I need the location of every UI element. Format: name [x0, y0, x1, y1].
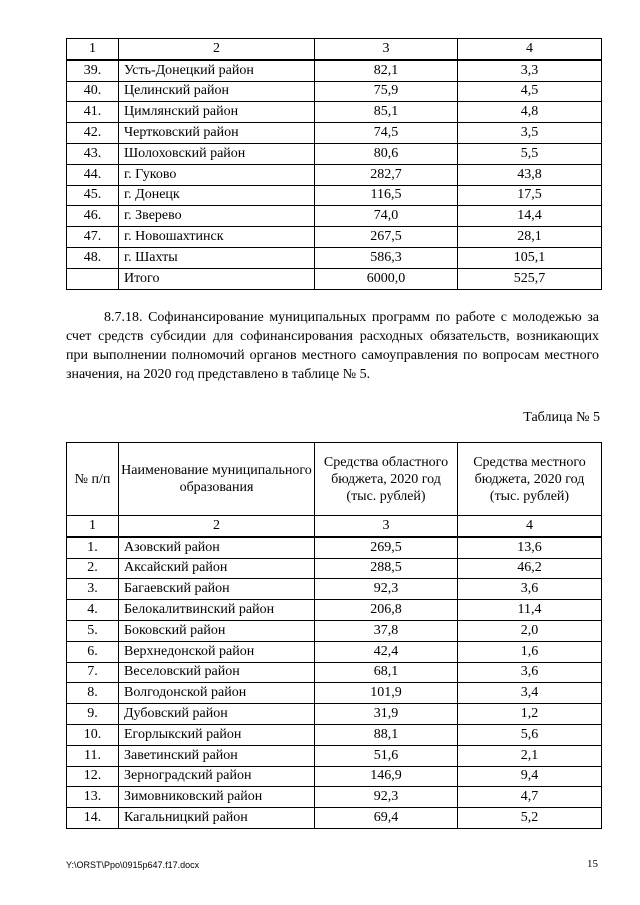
header-number: № п/п: [67, 443, 119, 516]
table-row: [67, 600, 602, 621]
row-regional-value: 146,9: [315, 766, 458, 787]
row-local-value: 4,8: [458, 102, 602, 123]
row-municipality: г. Зверево: [119, 206, 315, 227]
table-row: [67, 787, 602, 808]
row-municipality: Шолоховский район: [119, 143, 315, 164]
row-municipality: Веселовский район: [119, 662, 315, 683]
row-municipality: Волгодонской район: [119, 683, 315, 704]
row-local-value: 525,7: [458, 268, 602, 289]
row-local-value: 2,0: [458, 620, 602, 641]
row-municipality: Кагальницкий район: [119, 808, 315, 829]
row-number: 2.: [67, 558, 119, 579]
table-row: [67, 123, 602, 144]
row-regional-value: 42,4: [315, 641, 458, 662]
row-number: 4.: [67, 600, 119, 621]
column-index: 3: [315, 39, 458, 60]
row-number: 5.: [67, 620, 119, 641]
table-row: [67, 60, 602, 81]
row-regional-value: 6000,0: [315, 268, 458, 289]
table-row: [67, 268, 602, 289]
row-municipality: Белокалитвинский район: [119, 600, 315, 621]
paragraph-8-7-18: 8.7.18. Софинансирование муниципальных программ по работе с молодежью за счет средств субсидии для софинансирования расходных обязательств, возникающих при выполнении полномочий органов местного самоуправления по вопросам местного значения, на 2020 год представлено в таблице № 5.: [66, 310, 599, 382]
row-regional-value: 92,3: [315, 579, 458, 600]
row-municipality: г. Шахты: [119, 247, 315, 268]
table-header-row: [67, 443, 602, 516]
row-number: 12.: [67, 766, 119, 787]
row-local-value: 43,8: [458, 164, 602, 185]
header-municipality: Наименование муниципального образования: [119, 443, 315, 516]
row-regional-value: 80,6: [315, 143, 458, 164]
column-index: 2: [119, 516, 315, 537]
table-5-caption: Таблица № 5: [523, 410, 600, 425]
row-local-value: 17,5: [458, 185, 602, 206]
row-number: 44.: [67, 164, 119, 185]
row-local-value: 1,2: [458, 704, 602, 725]
row-local-value: 3,3: [458, 60, 602, 81]
row-municipality: г. Новошахтинск: [119, 227, 315, 248]
column-index: 1: [67, 39, 119, 60]
row-number: 40.: [67, 81, 119, 102]
row-regional-value: 85,1: [315, 102, 458, 123]
row-number: 8.: [67, 683, 119, 704]
row-regional-value: 116,5: [315, 185, 458, 206]
row-number: 7.: [67, 662, 119, 683]
column-index: 2: [119, 39, 315, 60]
row-number: 14.: [67, 808, 119, 829]
column-index: 4: [458, 39, 602, 60]
row-local-value: 3,4: [458, 683, 602, 704]
column-index: 1: [67, 516, 119, 537]
row-local-value: 5,2: [458, 808, 602, 829]
row-regional-value: 69,4: [315, 808, 458, 829]
row-municipality: г. Гуково: [119, 164, 315, 185]
column-index: 3: [315, 516, 458, 537]
row-local-value: 5,5: [458, 143, 602, 164]
row-regional-value: 288,5: [315, 558, 458, 579]
row-number: 11.: [67, 745, 119, 766]
row-municipality: Цимлянский район: [119, 102, 315, 123]
page-number: 15: [587, 858, 598, 870]
row-local-value: 13,6: [458, 537, 602, 558]
row-municipality: Боковский район: [119, 620, 315, 641]
table-row: [67, 579, 602, 600]
row-number: [67, 268, 119, 289]
row-municipality: Багаевский район: [119, 579, 315, 600]
row-local-value: 28,1: [458, 227, 602, 248]
row-municipality: Целинский район: [119, 81, 315, 102]
row-local-value: 11,4: [458, 600, 602, 621]
row-number: 3.: [67, 579, 119, 600]
row-regional-value: 74,0: [315, 206, 458, 227]
footer-file-path: Y:\ORST\Ppo\0915p647.f17.docx: [66, 860, 200, 870]
row-number: 10.: [67, 724, 119, 745]
table-row: [67, 808, 602, 829]
row-municipality: Заветинский район: [119, 745, 315, 766]
row-local-value: 2,1: [458, 745, 602, 766]
row-regional-value: 101,9: [315, 683, 458, 704]
row-local-value: 3,5: [458, 123, 602, 144]
row-regional-value: 88,1: [315, 724, 458, 745]
row-regional-value: 206,8: [315, 600, 458, 621]
row-regional-value: 267,5: [315, 227, 458, 248]
row-municipality: Зерноградский район: [119, 766, 315, 787]
table-row: [67, 537, 602, 558]
row-number: 9.: [67, 704, 119, 725]
row-local-value: 5,6: [458, 724, 602, 745]
row-municipality: Верхнедонской район: [119, 641, 315, 662]
row-regional-value: 31,9: [315, 704, 458, 725]
row-municipality: Аксайский район: [119, 558, 315, 579]
row-number: 43.: [67, 143, 119, 164]
row-local-value: 4,5: [458, 81, 602, 102]
row-local-value: 3,6: [458, 662, 602, 683]
column-index-row: [67, 516, 602, 537]
row-number: 46.: [67, 206, 119, 227]
header-local-budget: Средства местного бюджета, 2020 год (тыс. рублей): [458, 443, 602, 516]
column-index: 4: [458, 516, 602, 537]
table-row: [67, 81, 602, 102]
table-row: [67, 724, 602, 745]
table-4-continuation: [66, 38, 602, 290]
row-regional-value: 586,3: [315, 247, 458, 268]
table-row: [67, 662, 602, 683]
row-municipality: г. Донецк: [119, 185, 315, 206]
row-number: 1.: [67, 537, 119, 558]
row-regional-value: 269,5: [315, 537, 458, 558]
row-regional-value: 75,9: [315, 81, 458, 102]
row-local-value: 9,4: [458, 766, 602, 787]
row-number: 45.: [67, 185, 119, 206]
table-row: [67, 143, 602, 164]
row-number: 39.: [67, 60, 119, 81]
table-row: [67, 683, 602, 704]
table-row: [67, 620, 602, 641]
row-number: 6.: [67, 641, 119, 662]
row-local-value: 3,6: [458, 579, 602, 600]
row-local-value: 46,2: [458, 558, 602, 579]
row-municipality: Зимовниковский район: [119, 787, 315, 808]
table-row: [67, 704, 602, 725]
row-local-value: 1,6: [458, 641, 602, 662]
header-regional-budget: Средства областного бюджета, 2020 год (тыс. рублей): [315, 443, 458, 516]
table-row: [67, 227, 602, 248]
row-local-value: 105,1: [458, 247, 602, 268]
row-municipality: Азовский район: [119, 537, 315, 558]
column-index-row: [67, 39, 602, 60]
row-regional-value: 51,6: [315, 745, 458, 766]
row-regional-value: 37,8: [315, 620, 458, 641]
row-municipality: Итого: [119, 268, 315, 289]
table-5: [66, 442, 602, 829]
row-local-value: 14,4: [458, 206, 602, 227]
row-number: 42.: [67, 123, 119, 144]
table-row: [67, 745, 602, 766]
row-regional-value: 68,1: [315, 662, 458, 683]
table-row: [67, 641, 602, 662]
table-row: [67, 558, 602, 579]
row-municipality: Дубовский район: [119, 704, 315, 725]
row-regional-value: 82,1: [315, 60, 458, 81]
row-number: 13.: [67, 787, 119, 808]
row-number: 41.: [67, 102, 119, 123]
table-row: [67, 766, 602, 787]
table-row: [67, 247, 602, 268]
row-municipality: Чертковский район: [119, 123, 315, 144]
table-row: [67, 185, 602, 206]
row-number: 47.: [67, 227, 119, 248]
row-municipality: Егорлыкский район: [119, 724, 315, 745]
table-row: [67, 164, 602, 185]
row-number: 48.: [67, 247, 119, 268]
row-regional-value: 282,7: [315, 164, 458, 185]
row-municipality: Усть-Донецкий район: [119, 60, 315, 81]
row-regional-value: 74,5: [315, 123, 458, 144]
row-local-value: 4,7: [458, 787, 602, 808]
table-row: [67, 206, 602, 227]
row-regional-value: 92,3: [315, 787, 458, 808]
table-row: [67, 102, 602, 123]
